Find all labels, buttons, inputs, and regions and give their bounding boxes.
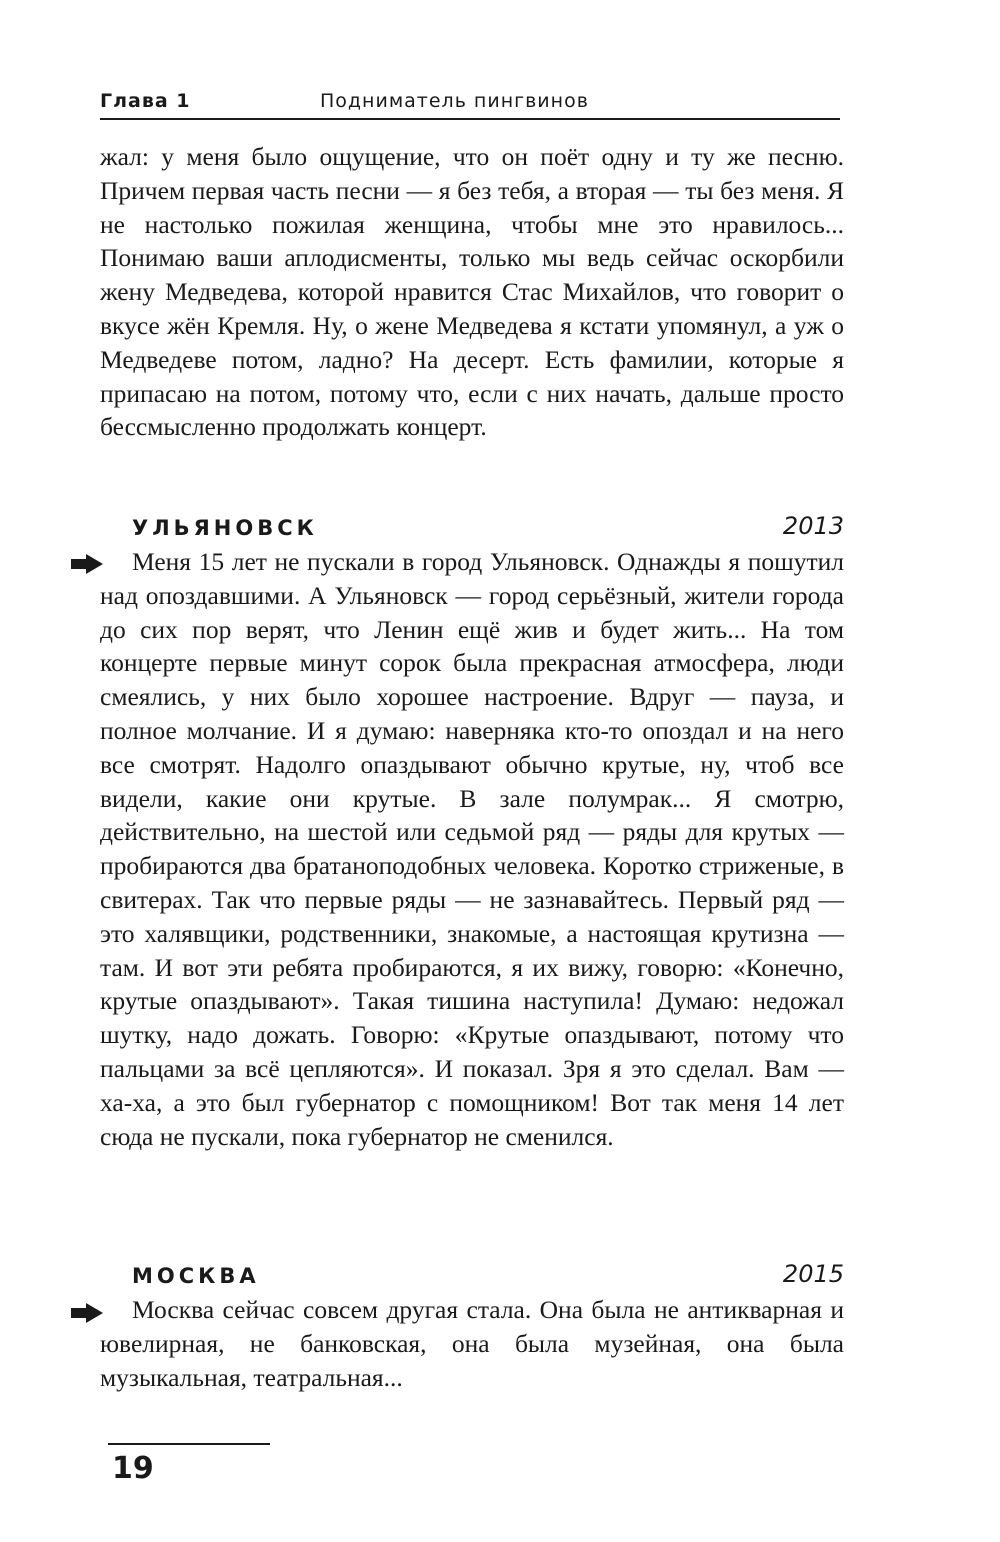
chapter-label: Глава 1 [100,90,191,112]
section-heading [132,514,844,548]
section-place: УЛЬЯНОВСК [132,516,318,540]
page-number: 19 [112,1451,154,1486]
section-body [100,1293,844,1394]
section-heading [132,1262,844,1296]
section-year: 2013 [782,512,844,540]
book-title: Подниматель пингвинов [320,90,589,112]
section-paragraph: Меня 15 лет не пускали в город Ульяновск. Однажды я пошутил над опоздавшими. А Ульяновск — город серьёзный, жители города до сих пор верят, что Ленин ещё жив и будет жить... На том концерте первые минут сорок была прекрасная атмосфера, люди смеялись, у них было хорошее настроение. Вдруг — пауза, и полное молчание. И я думаю: наверняка кто-то опоздал и на него все смотрят. Надолго опаздывают обычно крутые, ну, чтоб все видели, какие они крутые. В зале полумрак... Я смотрю, действительно, на шестой или седьмой ряд — ряды для крутых — пробираются два братаноподобных человека. Коротко стриженые, в свитерах. Так что первые ряды — не зазнавайтесь. Первый ряд — это халявщики, родственники, знакомые, а настоящая крутизна — там. И вот эти ребята пробираются, я их вижу, говорю: «Конечно, крутые опаздывают». Такая тишина наступила! Думаю: недожал шутку, надо дожать. Говорю: «Крутые опаздывают, потому что пальцами за всё цепляются». И показал. Зря я это сделал. Вам — ха-ха, а это был губернатор с помощником! Вот так меня 14 лет сюда не пускали, пока губернатор не сменился. [100,547,844,1151]
arrow-right-icon [70,553,104,575]
section-paragraph: Москва сейчас совсем другая стала. Она была не антикварная и ювелирная, не банковская, она была музейная, она была музыкальная, театральная... [100,1295,844,1392]
running-header [100,86,840,120]
intro-paragraph: жал: у меня было ощущение, что он поёт одну и ту же песню. Причем первая часть песни — я без тебя, а вторая — ты без меня. Я не настолько пожилая женщина, чтобы мне это нравилось... Понимаю ваши аплодисменты, только мы ведь сейчас оскорбили жену Медведева, которой нравится Стас Михайлов, что говорит о вкусе жён Кремля. Ну, о жене Медведева я кстати упомянул, а уж о Медведеве потом, ладно? На десерт. Есть фамилии, которые я припасаю на потом, потому что, если с них начать, дальше просто бессмысленно продолжать концерт. [100,142,844,442]
footer-divider [108,1443,270,1445]
section-body [100,545,844,1153]
intro-paragraph-block [100,140,844,444]
section-year: 2015 [782,1260,844,1288]
arrow-right-icon [70,1302,104,1324]
section-place: МОСКВА [132,1264,260,1288]
